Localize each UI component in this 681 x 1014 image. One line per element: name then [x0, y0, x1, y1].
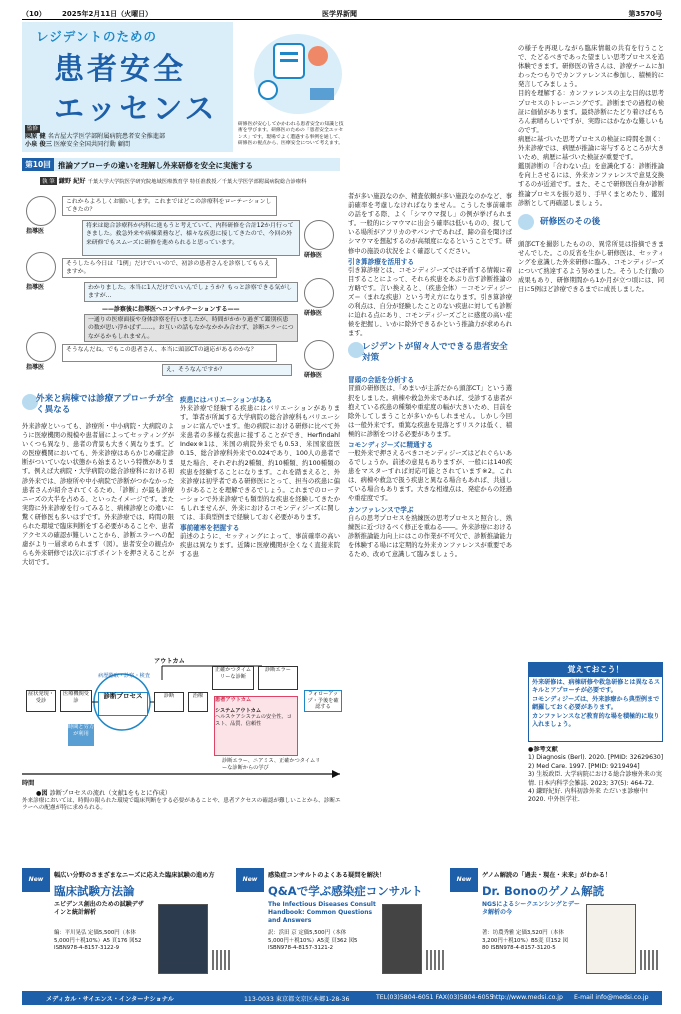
key-point: 外来研修は、病棟研修や救急研修とは異なるスキルとアプローチが必要です。: [532, 679, 660, 695]
speaker-label: 指導医: [26, 284, 45, 291]
speaker-resident: [304, 278, 334, 317]
attending-avatar: [26, 196, 56, 226]
speaker-resident: [304, 340, 334, 379]
body-paragraph: 自らの思考プロセスを熟練医の思考プロセスと照合し、熟練医に近づけるべく修正を重ねる――。外来診療における診断推論能力向上にはこの作業が不可欠で、診断推論能力を体験する場には定期的な外来カンファレンスが重要であるため、改めて意識して臨みましょう。: [348, 514, 512, 558]
system-outcome-items: ヘルスケアシステムの安全性、コスト、品質、信頼性: [215, 714, 292, 727]
ad-lead: 感染症コンサルトのよくある疑問を解決！: [268, 872, 386, 879]
wait-box: 時間と労力が利用: [68, 724, 94, 746]
publisher-url[interactable]: http://www.medsi.co.jp: [492, 994, 563, 1001]
dialogue-line: 将来は総合診療科か内科に進もうと考えていて、内科研修を合計12か月行ってきました。救急外来や病棟業務など、様々な疾患に接してきたので、今回の外来研修でもスムーズに研修を進められると思っています。: [82, 220, 300, 256]
speaker-attending: [26, 252, 56, 291]
qr-code-icon: [212, 950, 232, 970]
reference-item: 3) 生坂政臣. 大学病院における総合診療外来の実情. 日本内科学会雑誌. 2023; 37(5): 464-72.: [528, 771, 662, 787]
ad-subtitle: エビデンス創出のための試験デザインと統計解析: [54, 901, 144, 916]
ad-subtitle: The Infectious Diseases Consult Handbook: Common Questions and Answers: [268, 901, 376, 924]
series-note: 研修医が安心してかかわれる患者安全の知識と技術を学びます。研修医のための「患者安全エッセンス」です。現場でよく遭遇する事例を通して、研修医の視点から、医療安全について考えます。: [238, 122, 344, 155]
supervisor2-affil: 医療安全全国共同行動 顧問: [53, 141, 131, 148]
section-title: 研修医のその後: [540, 216, 601, 227]
dialogue-line: え、そうなんですか？: [162, 364, 292, 376]
issue-date: 2025年2月11日（火曜日）: [62, 10, 153, 18]
figure-caption: [36, 788, 171, 797]
publisher-name: メディカル・サイエンス・インターナショナル: [46, 996, 174, 1003]
author-tag: 執 筆: [42, 179, 55, 185]
episode-title: 推論アプローチの違いを理解し外来研修を安全に実施する: [58, 161, 253, 170]
section-heading-after: [518, 214, 664, 234]
supervisor2-name: 小泉 俊三: [25, 141, 52, 148]
ad-info: 編：平川晃弘 定価5,500円（本体5,000円＋税10%）A5 頁176 図52 ISBN978-4-8157-3122-9: [54, 930, 142, 951]
reference-item: 1) Diagnosis (Berl). 2020. [PMID: 32629630]: [528, 754, 664, 762]
series-kicker: レジデントのための: [36, 29, 157, 44]
reference-item: 2) Med Care. 1997. [PMID: 9219494]: [528, 762, 640, 770]
dialogue-line: わかりました。本当に1人だけでいいんでしょうか？もっと診察できる気がしますが…: [84, 282, 298, 302]
outcome-label: アウトカム: [154, 658, 185, 665]
publisher-address: 113-0033 東京都文京区本郷1-28-36: [244, 996, 350, 1003]
resident-avatar: [304, 220, 334, 250]
resident-avatar: [304, 340, 334, 370]
ad-title: Q&Aで学ぶ感染症コンサルト: [268, 884, 423, 898]
publisher-email[interactable]: E-mail info@medsi.co.jp: [574, 994, 649, 1001]
book-cover: [382, 904, 422, 974]
body-paragraph: 外来診療といっても、診療所・中小病院・大病院のように医療機関の規模や患者層によってセッティングがいくつも異なり、患者の背景も大きく異なります。どの医療機関においても、外来診療はあらかじめ確定診断がついていない状態から始まるという特徴があります。例えば大病院・大学病院の総合診療科における初診外来では、診療所や中小病院で診断がつかなかった患者さんが紹介されてくるため、「診断」が最も診療ニーズの大半を占める、といったイメージです。また実際に外来診療を行ってみると、病棟診療との違いに驚く研修医も多いはずです。外来診療では、時間の限られた環境で臨床判断をする必要があることや、患者アクセスの確認が難しいことから、診断エラーへの配慮がより一層求められます（図）。患者安全の観点からも外来研修では次に示すポイントを押さえることが大切です。: [22, 423, 174, 567]
caption-label: ●図: [36, 790, 48, 797]
page-header: [22, 8, 662, 20]
dialogue-line: これからよろしくお願いします。これまではどこの診療科をローテーションしてきたの？: [62, 196, 277, 216]
new-badge: New: [450, 868, 478, 892]
series-banner: [22, 22, 233, 152]
section-heading-measures: [348, 342, 512, 370]
body-paragraph: 病歴に基づいた思考プロセスの検証に時間を割く：外来診療では、病歴が推論に寄与するところが大きいため、病歴に基づいた検証が重要です。: [518, 135, 664, 162]
body-paragraph: 冒頭の研修医は、「めまいが主訴だから頭部CT」という選択をしました。病棟や救急外来であれば、受診する患者が抱えている疾患の種類や重症度の幅が大きいため、目前を除外してしまうことが多いかもしれません。しかし今回は一般外来です。重篤な疾患を見落とすリスクは低く、積極的に診断をつける必要があります。: [348, 385, 512, 438]
body-paragraph: 鑑別診断の「合わない点」を意識化する：診断推論を向上させるには、外来カンファレンスで意見交換するのが近道です。また、そこで研修医自身が診断推論プロセスを振り返り、手早くまとめたり、鑑別診断として再確認しましょう。: [518, 163, 664, 207]
author-name: 鎌野 紀好: [58, 178, 86, 185]
time-axis-label: 時間: [22, 780, 35, 787]
author-affil: 千葉大学大学院医学研究院地域医療教育学 特任准教授／千葉大学医学部附属病院総合診療科: [87, 179, 307, 185]
subheading-common: コモンディジーズに精通する: [348, 440, 433, 449]
speaker-label: 研修医: [304, 252, 323, 259]
body-paragraph: 引き算診療とは、コモンディジーズでは矛盾する情報に着目することによって、それら疾患をあぶり出す診断推論の方略です。言い換えると、（疾患全体）－コモンディジーズ＝（まれな疾患）という考え方になります。引き算診療の利点は、自分が経験したことのない疾患に対しても診断に迫れる点にあり、コモンディジーズごとに感度の高い症候を把握し、いかに除外できるかという推論力が求められます。: [348, 266, 512, 338]
patient-outcome-title: 患者アウトカム: [215, 697, 252, 703]
ad-title: Dr. Bonoのゲノム解読: [482, 884, 605, 898]
episode-number: 第10回: [22, 158, 54, 171]
qr-code-icon: [426, 950, 446, 970]
attending-avatar: [26, 252, 56, 282]
subheading-analyze: 冒頭の会話を分析する: [348, 376, 414, 385]
body-paragraph: 者が多い施設なのか、精査依頼が多い施設なのかなど、事前確率を考慮しなければなりません。こうした事前確率の話をする際、よく「シマウマ探し」の例が挙げられます。一般的にシマウマに出会う確率は低いものの、探している場所がアフリカのサバンナであれば、蹄の音を聞けばシマウマを想起するのが高頻度になるということです。研修中の施設の状況をよく確認してください。: [348, 193, 512, 255]
learn-label: 診断エラー、ニアミス、正確かつタイムリーな診断からの学び: [222, 758, 321, 771]
ad-genome[interactable]: [450, 868, 662, 988]
speaker-attending: [26, 332, 56, 371]
speaker-label: 指導医: [26, 228, 45, 235]
series-title-line2: エッセンス: [54, 92, 218, 127]
issue-number: 第3570号: [628, 10, 662, 18]
ad-clinical-trials[interactable]: [22, 868, 232, 988]
subheading-pretest: 事前確率を把握する: [180, 524, 240, 533]
key-points-list: [532, 679, 660, 729]
subheading-conference: カンファレンスで学ぶ: [348, 505, 414, 514]
diagnostic-process-figure: [22, 658, 342, 820]
safety-icons-illustration: [238, 26, 344, 118]
subheading-variation: 疾患にはバリエーションがある: [180, 396, 272, 404]
dx-box: 診断: [154, 692, 184, 712]
dialogue-section: [22, 190, 342, 380]
body-paragraph: 一般外来で押さえるべきコモンディジーズはどれぐらいあるでしょうか。前述の意見もありますが、一般には140疾患をマスターすれば対応可能とされています※2。これは、病棟や救急で扱う疾患と異なる場合もあれば、共通している場合もあります。大きな相違点は、発症からの経過や重症度です。: [348, 449, 512, 503]
new-badge: New: [22, 868, 50, 892]
supervisor-label: 監修: [27, 126, 39, 132]
caption-text: 診断プロセスの流れ（文献1をもとに作成）: [49, 790, 172, 797]
reference-item: 4) 鎌野紀好. 内科初診外来 ただいま診療中! 2020. 中外医学社.: [528, 788, 649, 804]
column-1: [22, 394, 174, 654]
body-paragraph: 頭部CTを撮影したものの、異常所見は指摘できませんでした。この反省を生かし研修医は、セッティングを意識した外来研修に臨み、コモンディジーズについて熟達するよう努めました。そうした行動の成果もあり、研修期間から1か月が立つ頃には、同日に5例ほど診療できるまでに成長しました。: [518, 240, 664, 294]
narration: ——診察後に指導医へコンサルテーションする——: [102, 306, 240, 313]
references: [528, 746, 664, 862]
speaker-attending: [26, 196, 56, 235]
banner-illustration: [238, 26, 344, 118]
loop-label: 病歴聴取・診察・検査: [98, 673, 150, 679]
supervisors: [25, 125, 165, 149]
paper-name: 医学界新聞: [322, 10, 357, 18]
timely-dx-box: 正確かつタイムリーな診断: [212, 666, 254, 690]
figure-note: 外来診療においては、時間の限られた環境で臨床判断をする必要があることや、患者アクセスの確認が難しいことから、診断エラーへの配慮が特に求められる。: [22, 798, 341, 812]
book-cover: [158, 904, 208, 974]
ad-info: 著：坊農秀雅 定価3,520円（本体3,200円＋税10%）B5変 頁152 図80 ISBN978-4-8157-3120-5: [482, 930, 568, 951]
key-points-title: 覚えておこう！: [529, 663, 662, 677]
book-ads: [22, 868, 662, 988]
section-title: 外来と病棟では診療アプローチが全く異なる: [36, 394, 174, 415]
speaker-resident: [304, 220, 334, 259]
supervisor1-name: 陳原 健: [25, 133, 46, 140]
episode-title-bar: [22, 158, 340, 171]
speaker-label: 研修医: [304, 310, 323, 317]
key-point: コモンディジーズは、外来診療から典型例まで網羅しておく必要があります。: [532, 695, 660, 712]
section-title: レジデントが留々人でできる患者安全対策: [362, 342, 508, 364]
dx-error-box: 診断エラー: [258, 666, 298, 690]
key-point: カンファレンスなど教育的な場を積極的に取り入れましょう。: [532, 712, 660, 729]
diagnostic-process-box: 診断プロセス: [98, 692, 148, 716]
body-paragraph: 目的を理解する：カンファレンスの主な目的は思考プロセスのトレーニングです。診断までの過程の検証に価値があります。最終診断にたどり着けばもちろん素晴らしいですが、実際にはかなかな難しいものです。: [518, 90, 664, 134]
dialogue-line: そうなんだね。でもこの患者さん、本当に頭部CTの適応があるのかな？: [62, 344, 277, 362]
supervisor1-affil: 名古屋大学医学部附属病院患者安全推進部: [47, 133, 166, 140]
symptom-box: 症状発現・受診: [26, 690, 56, 712]
body-paragraph: 外来診療で経験する疾患にはバリエーションがあります。筆者が所属する大学病院の総合診療科もバリエーションに富んでいます。他の病院における研修に比べて外来患者の多様な疾患に接することができ、Herfindahl Index※1は、米国の病院外来でも0.53、米国家庭医0.15、総合診療科外来で0.024であり、100人の患者で見た場合、それぞれ約2種類、約10種類、約100種類の疾患を経験することになります。これを踏まえると、外来診療は初学者である研修医にとって、担当の疾患に偏りがあることを理解できるでしょう。これまでのローテーションで外来診療でも類型的な疾患を経験してきたかもしれませんが、外来におけるコモンディジーズに関しては、非典型例まで経験しておく必要があります。: [180, 405, 340, 522]
ad-info: 訳：浜田 京 定価5,500円（本体5,000円＋税10%）A5変 頁362 図5 ISBN978-4-8157-3121-2: [268, 930, 358, 951]
speaker-label: 研修医: [304, 372, 323, 379]
book-cover: [586, 904, 636, 974]
treatment-box: 治療: [188, 692, 208, 712]
access-box: 医療機関受診: [60, 690, 92, 712]
section-bullet-icon: [518, 214, 534, 230]
key-points-box: [528, 662, 663, 742]
resident-avatar: [304, 278, 334, 308]
dialogue-line: 一通りの医療面接や身体診察を行いましたが、時間がかかり過ぎて鑑別疾患の数が思い浮かばず……。お互いの話もなかなかかみ合わず、診断エラーにつながるかもしれません。: [84, 314, 298, 342]
subheading-subtraction: 引き算診療を活用する: [348, 257, 414, 266]
ad-title: 臨床試験方法論: [54, 884, 135, 898]
new-badge: New: [236, 868, 264, 892]
publisher-footer: [22, 991, 662, 1005]
ad-lead: ゲノム解読の「過去・現在・未来」がわかる！: [482, 872, 612, 879]
speaker-label: 指導医: [26, 364, 45, 371]
column-4: [518, 44, 664, 654]
attending-avatar: [26, 332, 56, 362]
page-number: （10）: [22, 10, 46, 18]
outcome-panel: [214, 696, 298, 756]
column-2: [180, 394, 340, 656]
dialogue-line: そうしたら今日は「1例」だけでいいので、初診の患者さんを診察してもらえますか。: [62, 258, 277, 278]
section-heading-outpatient: [22, 394, 174, 420]
series-title-line1: 患者安全: [54, 52, 186, 87]
ad-subtitle: NGSによるシークエンシングとデータ解析の今: [482, 901, 580, 916]
references-title: ●参考文献: [528, 746, 558, 753]
system-outcome-title: システムアウトカム: [215, 707, 262, 714]
follow-up-box: フォローアップ・予後を確認する: [304, 690, 342, 712]
qr-code-icon: [640, 950, 660, 970]
ad-infectious-disease[interactable]: [236, 868, 446, 988]
body-paragraph: 前述のように、セッティングによって、事前確率の高い疾患は異なります。近隣に医療機関が全くなく直接来院する患: [180, 533, 340, 559]
ad-lead: 幅広い分野のさまざまなニーズに応えた臨床試験の進め方: [54, 872, 215, 879]
column-3: [348, 192, 512, 860]
body-paragraph: の様子を再現しながら臨床情報の共有を行うことで、たどるべきであった望ましい思考プロセスを追体験できます。研修医の皆さんは、診療チームに加わったつもりでカンファレンスに参加し、積極的に発言してみましょう。: [518, 45, 664, 89]
publisher-phone: TEL(03)5804-6051 FAX(03)5804-6055: [376, 994, 494, 1001]
author-byline: [40, 176, 306, 185]
